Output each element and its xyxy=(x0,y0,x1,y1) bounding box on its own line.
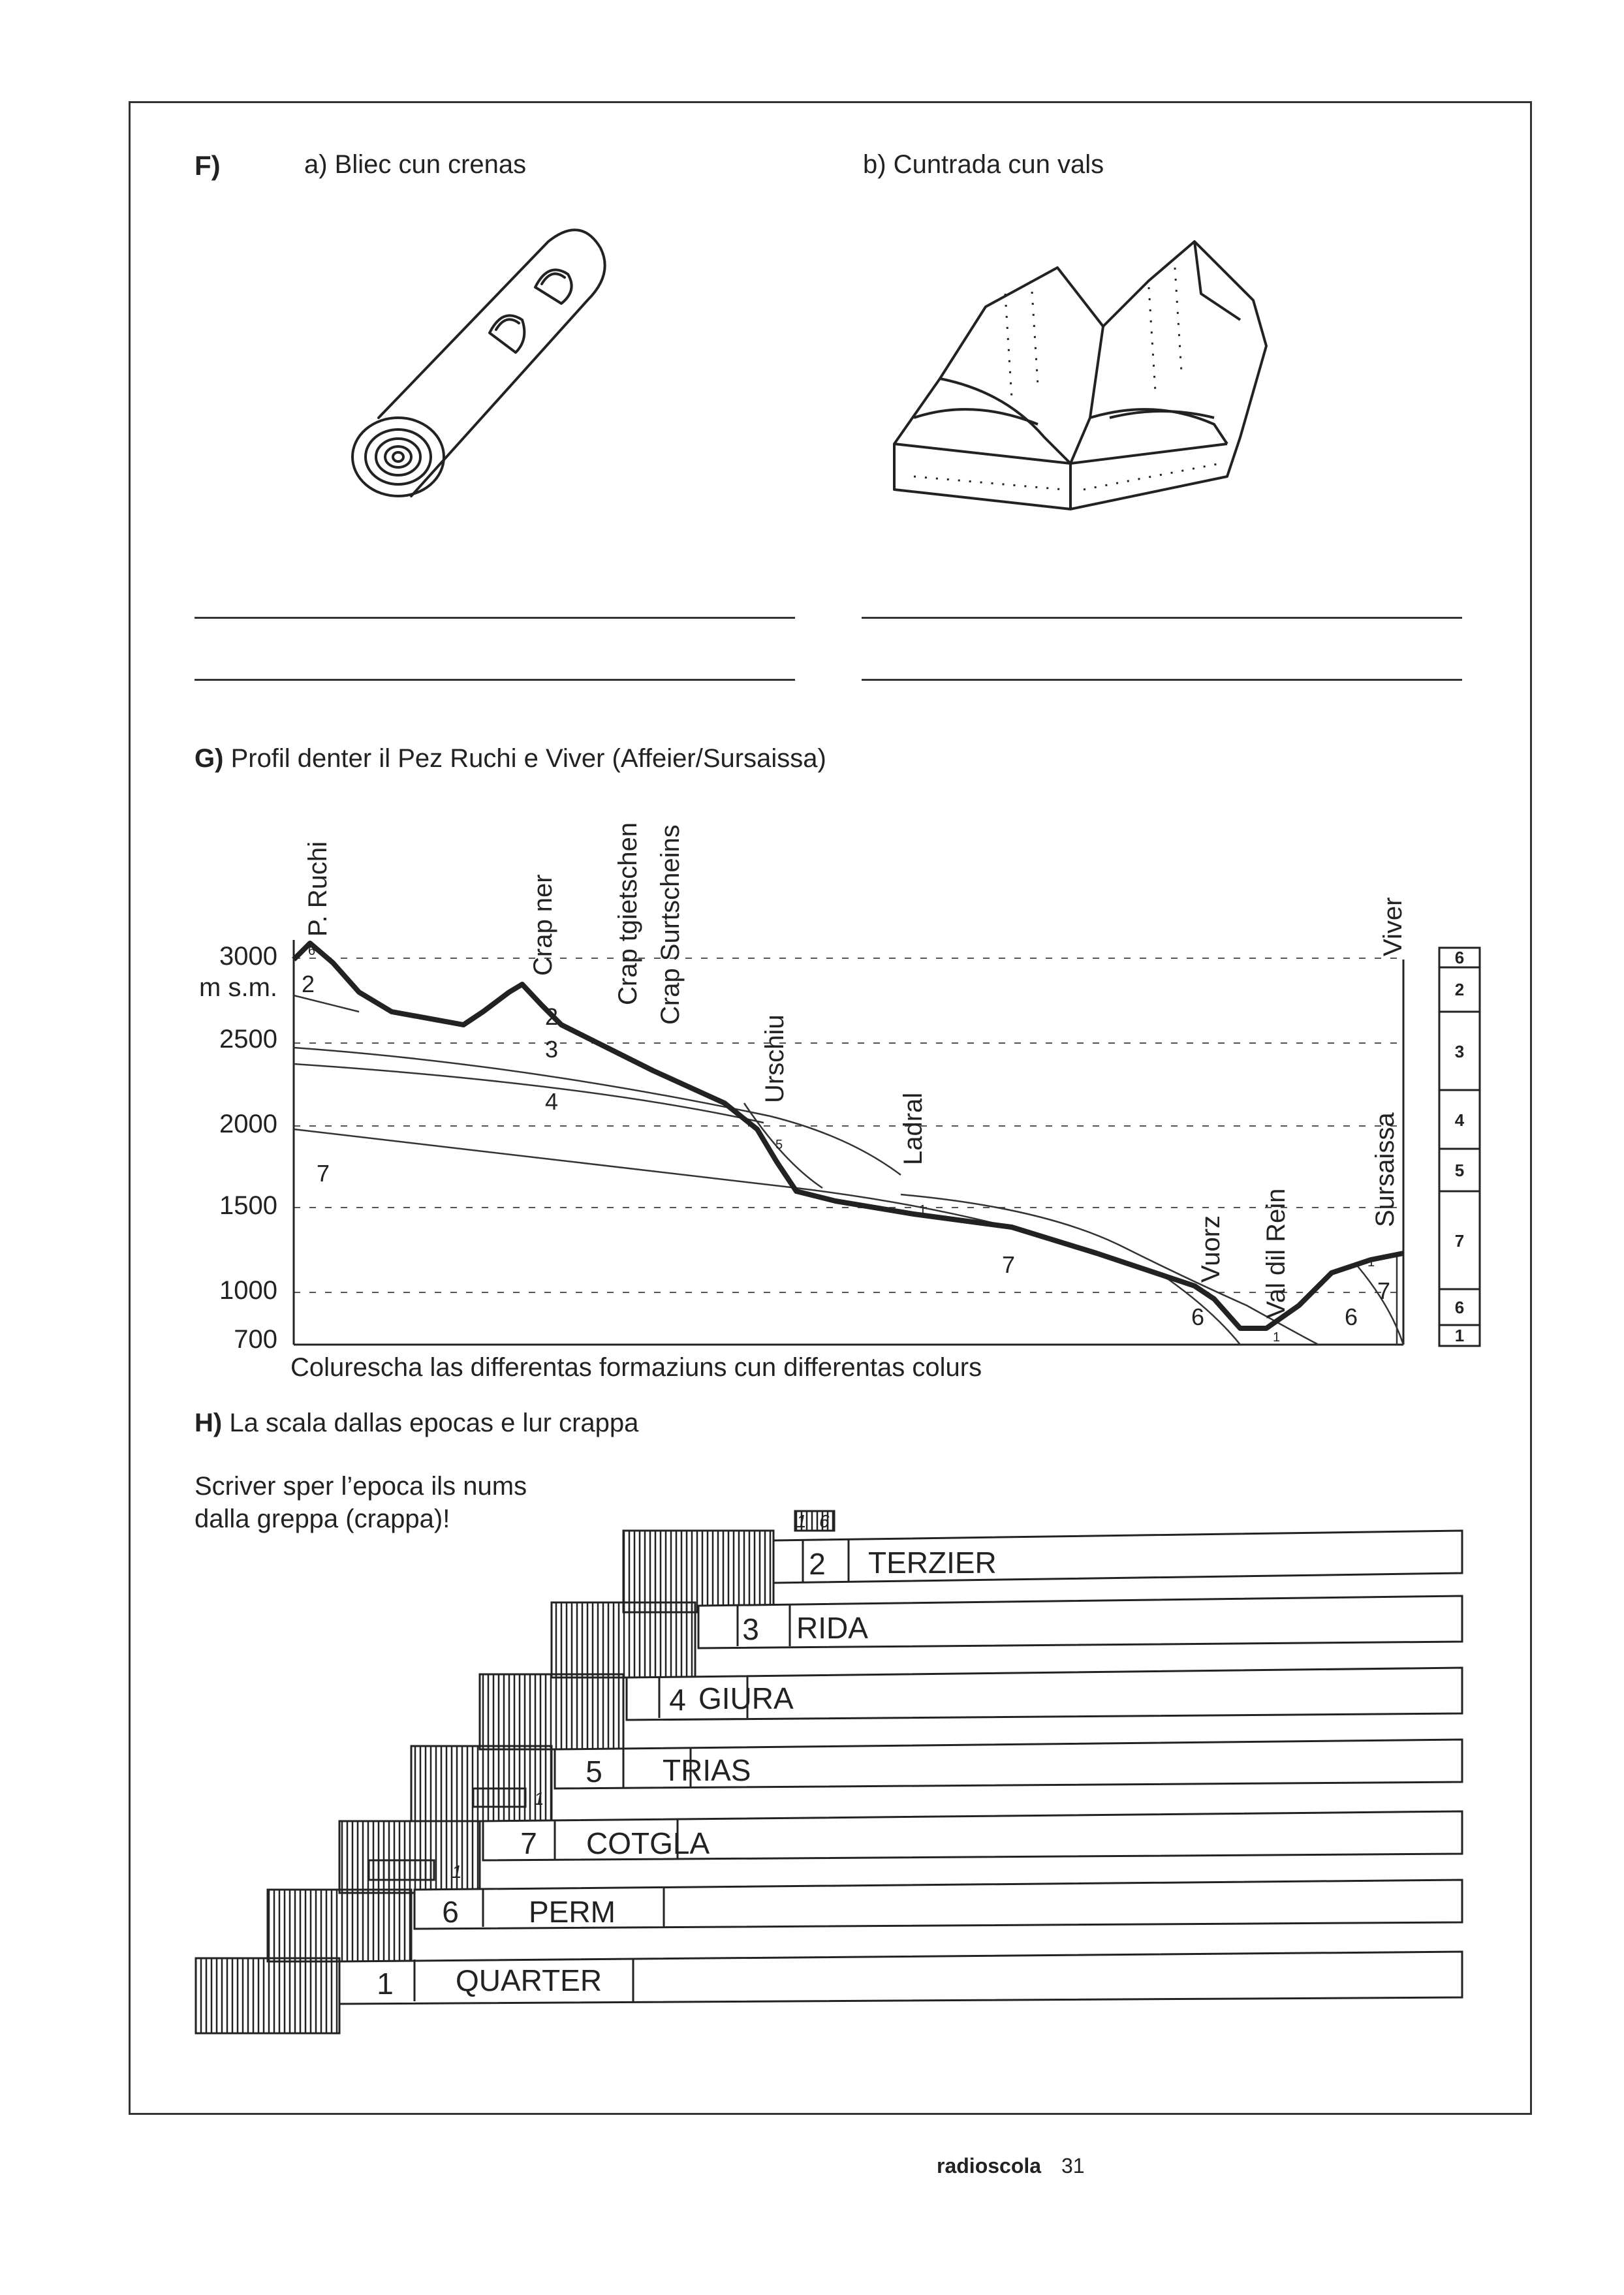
epoch-name: QUARTER xyxy=(456,1963,602,1997)
answer-line-b2[interactable] xyxy=(862,679,1462,681)
altitude-unit: m s.m. xyxy=(199,973,277,1002)
profile-caption: Colurescha las differentas formaziuns cun differentas colurs xyxy=(290,1353,982,1382)
altitude-3000: 3000 xyxy=(219,942,277,971)
publication-name: radioscola xyxy=(937,2154,1042,2178)
layer-label: 5 xyxy=(775,1138,783,1152)
layer-label: 7 xyxy=(317,1160,330,1187)
block-mark: 1 xyxy=(534,1788,544,1809)
altitude-2500: 2500 xyxy=(219,1025,277,1054)
place-val-dil-rein: Val dil Rein xyxy=(1262,1188,1290,1319)
legend-cell: 6 xyxy=(1454,948,1465,967)
section-g-title: Profil denter il Pez Ruchi e Viver (Affeier/Sursaissa) xyxy=(230,744,826,773)
layer-label: 1 xyxy=(1273,1330,1281,1345)
layer-label: 6 xyxy=(308,944,316,958)
place-crap-surtscheins: Crap Surtscheins xyxy=(656,824,685,1025)
altitude-1000: 1000 xyxy=(219,1276,277,1305)
legend-cell: 3 xyxy=(1454,1042,1465,1061)
altitude-700: 700 xyxy=(234,1325,277,1354)
place-crap-ner: Crap ner xyxy=(529,874,557,976)
epoch-name: TRIAS xyxy=(663,1753,751,1787)
place-p-ruchi: P. Ruchi xyxy=(304,841,332,937)
epoch-number: 3 xyxy=(742,1612,759,1646)
legend-cell: 2 xyxy=(1454,980,1465,999)
epoch-number: 7 xyxy=(520,1826,537,1860)
layer-label: 1 xyxy=(1367,1255,1375,1270)
section-h-letter: H) xyxy=(195,1409,223,1437)
layer-label: 7 xyxy=(1377,1277,1391,1304)
legend-cell: 1 xyxy=(1454,1326,1465,1345)
block-mark: 6 xyxy=(819,1511,830,1531)
epoch-name: COTGLA xyxy=(586,1826,710,1860)
layer-label: 4 xyxy=(545,1088,559,1115)
layer-label: 1 xyxy=(919,1203,927,1217)
epoch-number: 4 xyxy=(669,1683,686,1717)
epoch-name: GIURA xyxy=(698,1681,794,1715)
place-crap-tgietschen: Crap tgietschen xyxy=(614,822,642,1005)
epoch-name: RIDA xyxy=(796,1611,868,1645)
epoch-name: TERZIER xyxy=(868,1546,997,1580)
page-number: 31 xyxy=(1061,2154,1085,2178)
altitude-1500: 1500 xyxy=(219,1191,277,1220)
section-h-title: La scala dallas epocas e lur crappa xyxy=(229,1409,639,1437)
place-vuorz: Vuorz xyxy=(1196,1215,1225,1283)
legend-cell: 4 xyxy=(1454,1110,1465,1130)
epoch-number: 2 xyxy=(809,1547,826,1581)
geological-profile xyxy=(196,796,1501,1397)
block-mark: 1 xyxy=(796,1511,807,1531)
legend-cell: 6 xyxy=(1454,1298,1465,1317)
block-mark: 1 xyxy=(452,1862,462,1882)
answer-line-b1[interactable] xyxy=(862,617,1462,619)
notched-log-drawing xyxy=(339,222,620,522)
answer-line-a2[interactable] xyxy=(195,679,795,681)
epoch-number: 6 xyxy=(442,1895,459,1929)
legend-cell: 7 xyxy=(1454,1231,1465,1251)
place-urschiu: Urschiu xyxy=(760,1014,789,1103)
altitude-2000: 2000 xyxy=(219,1110,277,1138)
section-g-heading xyxy=(195,744,826,773)
instruction-line-1: Scriver sper l’epoca ils nums xyxy=(195,1472,527,1501)
layer-label: 6 xyxy=(1191,1304,1205,1330)
layer-label: 2 xyxy=(302,971,315,997)
section-f-letter: F) xyxy=(195,150,221,181)
epoch-name: PERM xyxy=(529,1895,616,1929)
instruction-line-2: dalla greppa (crappa)! xyxy=(195,1505,450,1533)
legend-cell: 5 xyxy=(1454,1161,1465,1180)
epoch-number: 1 xyxy=(377,1967,394,2001)
valley-landscape-drawing xyxy=(875,228,1305,516)
layer-label: 7 xyxy=(1002,1251,1016,1278)
page-footer xyxy=(937,2154,1085,2178)
section-f-b-label: b) Cuntrada cun vals xyxy=(863,150,1104,179)
place-viver: Viver xyxy=(1379,897,1407,956)
section-h-heading xyxy=(195,1409,638,1438)
layer-label: 2 xyxy=(545,1003,559,1030)
epoch-staircase xyxy=(189,1501,1495,2037)
section-f-a-label: a) Bliec cun crenas xyxy=(304,150,527,179)
place-ladral: Ladral xyxy=(899,1092,928,1165)
place-sursaissa: Sursaissa xyxy=(1371,1112,1399,1227)
epoch-number: 5 xyxy=(586,1755,602,1788)
layer-label: 6 xyxy=(1345,1304,1358,1330)
layer-label: 3 xyxy=(545,1036,559,1063)
answer-line-a1[interactable] xyxy=(195,617,795,619)
section-g-letter: G) xyxy=(195,744,224,773)
